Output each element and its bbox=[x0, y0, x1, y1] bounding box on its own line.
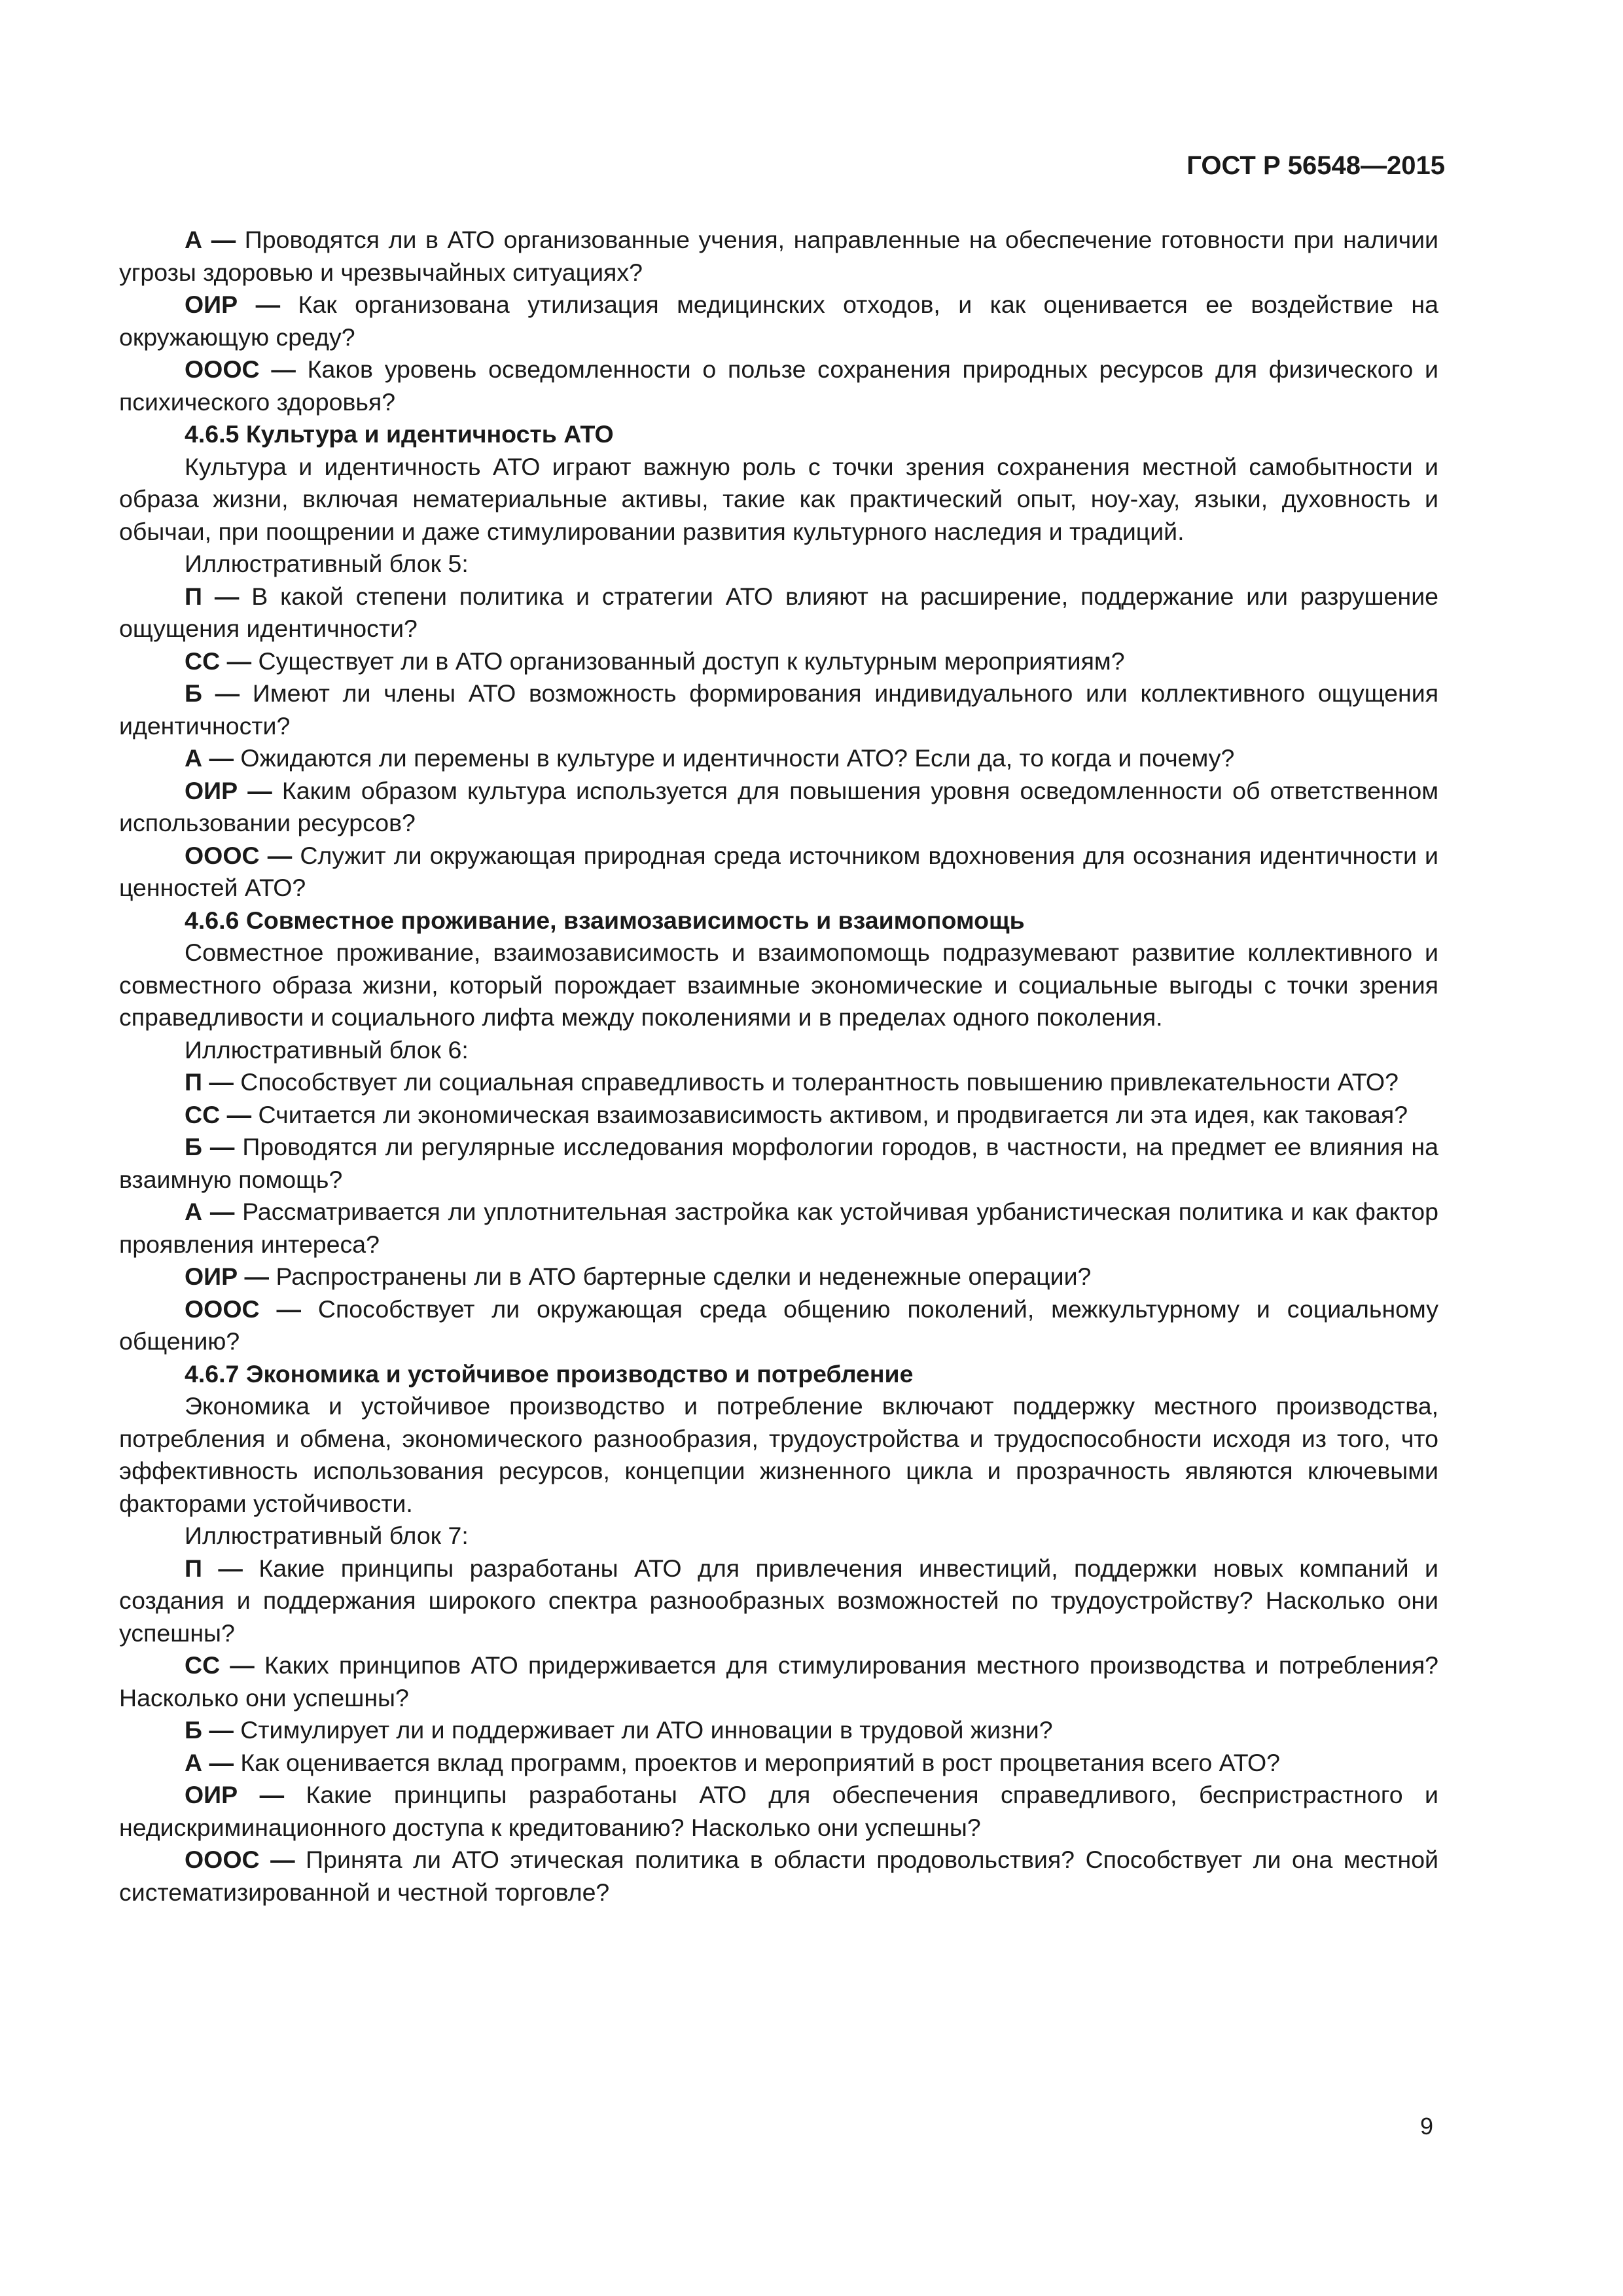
illustrative-block-5-title: Иллюстративный блок 5: bbox=[185, 550, 469, 577]
document-body bbox=[119, 224, 1438, 1909]
question-ss-culture: СС — Существует ли в АТО организованный доступ к культурным мероприятиям? bbox=[185, 647, 1125, 675]
section-heading-4-6-6: 4.6.6 Совместное проживание, взаимозависимость и взаимопомощь bbox=[185, 906, 1025, 934]
question-ss-economy: СС — Каких принципов АТО придерживается для стимулирования местного производства и потребления? Насколько они успешны? bbox=[119, 1651, 1438, 1712]
section-heading-4-6-7: 4.6.7 Экономика и устойчивое производство и потребление bbox=[185, 1359, 914, 1388]
question-p-culture: П — В какой степени политика и стратегии АТО влияют на расширение, поддержание или разрушение ощущения идентичности? bbox=[119, 582, 1438, 642]
question-p-economy: П — Какие принципы разработаны АТО для привлечения инвестиций, поддержки новых компаний и создания и поддержания широкого спектра разнообразных возможностей по трудоустройству? Насколько они успешны? bbox=[119, 1554, 1439, 1647]
document-code: ГОСТ Р 56548—2015 bbox=[1186, 151, 1445, 180]
question-ss-coexistence: СС — Считается ли экономическая взаимозависимость активом, и продвигается ли эта идея, как таковая? bbox=[185, 1100, 1408, 1128]
question-a-coexistence: А — Рассматривается ли уплотнительная застройка как устойчивая урбанистическая политика и как фактор проявления интереса? bbox=[119, 1198, 1438, 1258]
illustrative-block-6-title: Иллюстративный блок 6: bbox=[185, 1035, 469, 1064]
question-a-health: А — Проводятся ли в АТО организованные учения, направленные на обеспечение готовности при наличии угрозы здоровью и чрезвычайных ситуациях? bbox=[119, 226, 1438, 286]
question-b-coexistence: Б — Проводятся ли регулярные исследования морфологии городов, в частности, на предмет ее влияния на взаимную помощь? bbox=[119, 1133, 1439, 1193]
question-ooos-culture: ОООС — Служит ли окружающая природная среда источником вдохновения для осознания идентичности и ценностей АТО? bbox=[119, 841, 1438, 901]
question-b-culture: Б — Имеют ли члены АТО возможность формирования индивидуального или коллективного ощущения идентичности? bbox=[119, 679, 1438, 740]
question-ooos-health: ОООС — Каков уровень осведомленности о пользе сохранения природных ресурсов для физического и психического здоровья? bbox=[119, 355, 1438, 416]
question-oir-culture: ОИР — Каким образом культура используется для повышения уровня осведомленности об ответственном использовании ресурсов? bbox=[119, 776, 1438, 836]
section-heading-4-6-5: 4.6.5 Культура и идентичность АТО bbox=[185, 420, 614, 448]
question-p-coexistence: П — Способствует ли социальная справедливость и толерантность повышению привлекательности АТО? bbox=[185, 1068, 1399, 1096]
question-a-economy: А — Как оценивается вклад программ, проектов и мероприятий в рост процветания всего АТО? bbox=[185, 1748, 1280, 1776]
section-intro-4-6-5: Культура и идентичность АТО играют важную роль с точки зрения сохранения местной самобытности и образа жизни, включая нематериальные активы, такие как практический опыт, ноу-хау, языки, духовность и обычаи, при поощрении и даже стимулировании развития культурного наследия и традиций. bbox=[119, 452, 1438, 545]
question-oir-coexistence: ОИР — Распространены ли в АТО бартерные сделки и неденежные операции? bbox=[185, 1263, 1092, 1290]
question-a-culture: А — Ожидаются ли перемены в культуре и идентичности АТО? Если да, то когда и почему? bbox=[185, 744, 1235, 772]
section-intro-4-6-6: Совместное проживание, взаимозависимость и взаимопомощь подразумевают развитие коллективного и совместного образа жизни, который порождает взаимные экономические и социальные выгоды с точки зрения справедливости и социального лифта между поколениями и в пределах одного поколения. bbox=[119, 939, 1438, 1031]
question-ooos-coexistence: ОООС — Способствует ли окружающая среда общению поколений, межкультурному и социальному общению? bbox=[119, 1295, 1438, 1355]
question-b-economy: Б — Стимулирует ли и поддерживает ли АТО инновации в трудовой жизни? bbox=[185, 1716, 1053, 1744]
question-oir-health: ОИР — Как организована утилизация медицинских отходов, и как оценивается ее воздействие на окружающую среду? bbox=[119, 291, 1438, 351]
illustrative-block-7-title: Иллюстративный блок 7: bbox=[185, 1522, 469, 1549]
question-ooos-economy: ОООС — Принята ли АТО этическая политика в области продовольствия? Способствует ли она местной систематизированной и честной торговле? bbox=[119, 1846, 1438, 1906]
question-oir-economy: ОИР — Какие принципы разработаны АТО для обеспечения справедливого, беспристрастного и недискриминационного доступа к кредитованию? Насколько они успешны? bbox=[119, 1781, 1438, 1841]
section-intro-4-6-7: Экономика и устойчивое производство и потребление включают поддержку местного производства, потребления и обмена, экономического разнообразия, трудоустройства и трудоспособности исходя из того, что эффективность использования ресурсов, концепции жизненного цикла и прозрачность являются ключевыми факторами устойчивости. bbox=[119, 1392, 1438, 1517]
page-number: 9 bbox=[1419, 2113, 1433, 2140]
